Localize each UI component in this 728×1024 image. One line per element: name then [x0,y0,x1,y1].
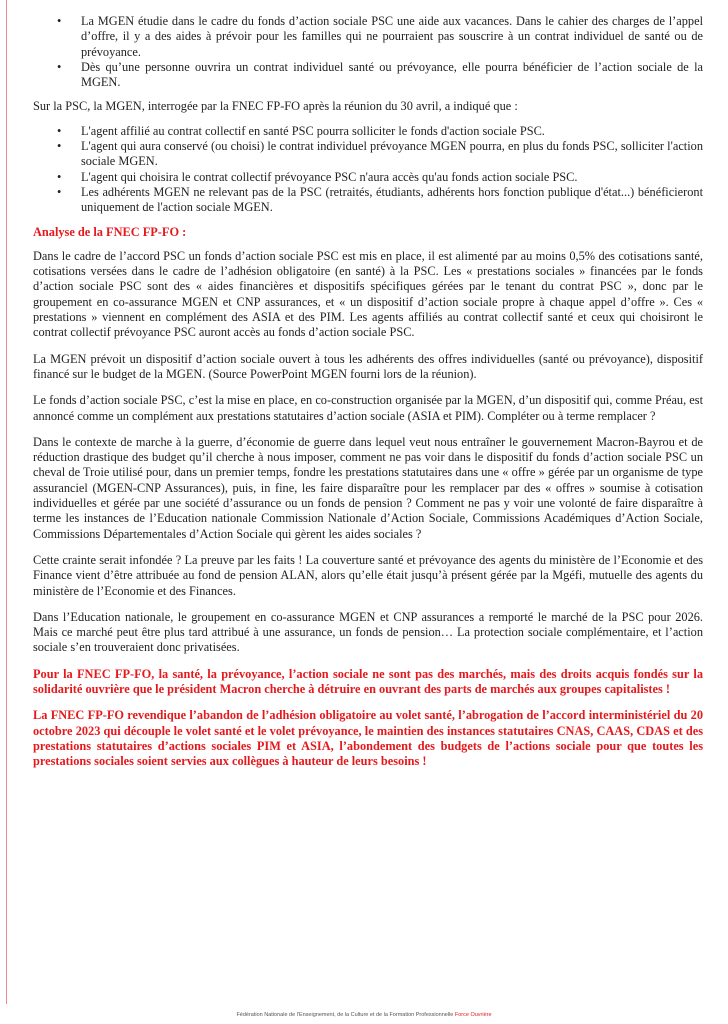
page-footer [0,1012,728,1018]
paragraph-co-construction: Le fonds d’action sociale PSC, c’est la mise en place, en co-construction organisée par la MGEN, d’un dispositif qui, comme Préau, est annoncé comme un complément aux prestations statutaires d’action sociale (ASIA et PIM). Compléter ou à terme remplacer ? [33,393,703,423]
list-item: • Dès qu’une personne ouvrira un contrat individuel santé ou prévoyance, elle pourra bénéficier de l’action sociale de la MGEN. [57,59,703,90]
bullet-icon: • [57,184,62,199]
paragraph-preuve-faits: Cette crainte serait infondée ? La preuve par les faits ! La couverture santé et prévoyance des agents du ministère de l’Economie et des Finance vient d’être attribuée au fond de pension ALAN, alors qu’elle était jusqu’à présent gérée par la Mgéfi, mutuelle des agents du ministère de l’Economie et des Finances. [33,552,703,598]
document-page [33,14,703,769]
bullet-icon: • [57,169,62,184]
paragraph-fonds-psc: Dans le cadre de l’accord PSC un fonds d’action sociale PSC est mis en place, il est alimenté par au moins 0,5% des cotisations santé, cotisations versées dans le cadre de l’adhésion obligatoire (en santé) à la PSC. Les « prestations sociales » financées par le fonds d’action sociale PSC sont des « aides financières et dispositifs spécifiques gérées par le tenant du contrat PSC », donc par le groupement en co-assurance MGEN et CNP assurances, et « un dispositif d’action sociale propre à chaque appel d’offre ». Ces « prestations » viennent en complément des ASIA et des PIM. Les agents affiliés au contrat collectif santé et ceux qui choisiront le contrat collectif prévoyance PSC auront accès au fonds d’action sociale PSC. [33,248,703,340]
bullet-list-vacances [33,14,703,90]
conclusion-droits-acquis: Pour la FNEC FP-FO, la santé, la prévoyance, l’action sociale ne sont pas des marchés, mais des droits acquis fondés sur la solidarité ouvrière que le président Macron cherche à détruire en ouvrant des parts de marchés aux groupes capitalistes ! [33,666,703,696]
bullet-icon: • [57,14,62,28]
bullet-icon: • [57,139,62,154]
analysis-heading: Analyse de la FNEC FP-FO : [33,224,187,239]
intro-paragraph: Sur la PSC, la MGEN, interrogée par la FNEC FP-FO après la réunion du 30 avril, a indiqué que : [33,99,518,114]
list-item: • La MGEN étudie dans le cadre du fonds d’action sociale PSC une aide aux vacances. Dans le cahier des charges de l’appel d’offre, il y a des aides à prévoir pour les familles qui ne pourraient pas souscrire à un contrat individuel de santé ou de prévoyance. [57,14,703,59]
conclusion-revendication: La FNEC FP-FO revendique l’abandon de l’adhésion obligatoire au volet santé, l’abrogation de l’accord interministériel du 20 octobre 2023 qui découple le volet santé et le volet prévoyance, le maintien des instances statutaires CNAS, CAAS, CDAS et des prestations statutaires d’actions sociales PIM et ASIA, l’abondement des budgets de l’actions sociale pour que toutes les prestations sociales soient servies aux collègues à hauteur de leurs besoins ! [33,708,703,769]
list-item: • L'agent qui aura conservé (ou choisi) le contrat individuel prévoyance MGEN pourra, en plus du fonds PSC, solliciter l'action sociale MGEN. [57,139,703,169]
paragraph-contexte-guerre: Dans le contexte de marche à la guerre, d’économie de guerre dans lequel veut nous entraîner le gouvernement Macron-Bayrou et de réduction drastique des budget qu’il cherche à nous imposer, comment ne pas voir dans le dispositif du fonds d’action sociale PSC un cheval de Troie utilisé pour, dans un premier temps, fondre les prestations statutaires dans une « offre » gérée par un organisme de type assuranciel (MGEN-CNP Assurances), puis, in fine, les faire disparaître pour les remplacer par des « offres » soumise à cotisation individuelles et gérée par une société d’assurance ou un fonds de pension ? Comment ne pas y voir une volonté de faire disparaître à terme les instances de l’Education nationale Commission Nationale d’Action Sociale, Commissions Académiques d’Action Sociale, Commissions Départementales d’Action Sociale qui gèrent les aides sociales ? [33,434,703,541]
list-item: • L'agent qui choisira le contrat collectif prévoyance PSC n'aura accès qu'au fonds action sociale PSC. [57,169,578,184]
paragraph-marche-psc: Dans l’Education nationale, le groupement en co-assurance MGEN et CNP assurances a remporté le marché de la PSC pour 2026. Mais ce marché peut être plus tard attribué à une assurance, un fonds de pension… La protection sociale complémentaire, et l’action sociale s’en trouveraient donc privatisées. [33,609,703,655]
left-margin-rule [6,0,7,1004]
paragraph-mgen-dispositif: La MGEN prévoit un dispositif d’action sociale ouvert à tous les adhérents des offres individuelles (santé ou prévoyance), dispositif financé sur le budget de la MGEN. (Source PowerPoint MGEN fourni lors de la réunion). [33,351,703,381]
bullet-icon: • [57,123,62,138]
list-item: • Les adhérents MGEN ne relevant pas de la PSC (retraités, étudiants, adhérents hors fonction publique d'état...) bénéficieront uniquement de l'action sociale MGEN. [57,184,703,215]
footer-text: Fédération Nationale de l'Enseignement, de la Culture et de la Formation Professionnelle [236,1012,455,1018]
list-item: • L'agent affilié au contrat collectif en santé PSC pourra solliciter le fonds d'action sociale PSC. [57,123,545,138]
bullet-icon: • [57,59,62,74]
footer-highlight: Force Ouvrière [454,1012,492,1018]
bullet-list-mgen [33,124,703,216]
